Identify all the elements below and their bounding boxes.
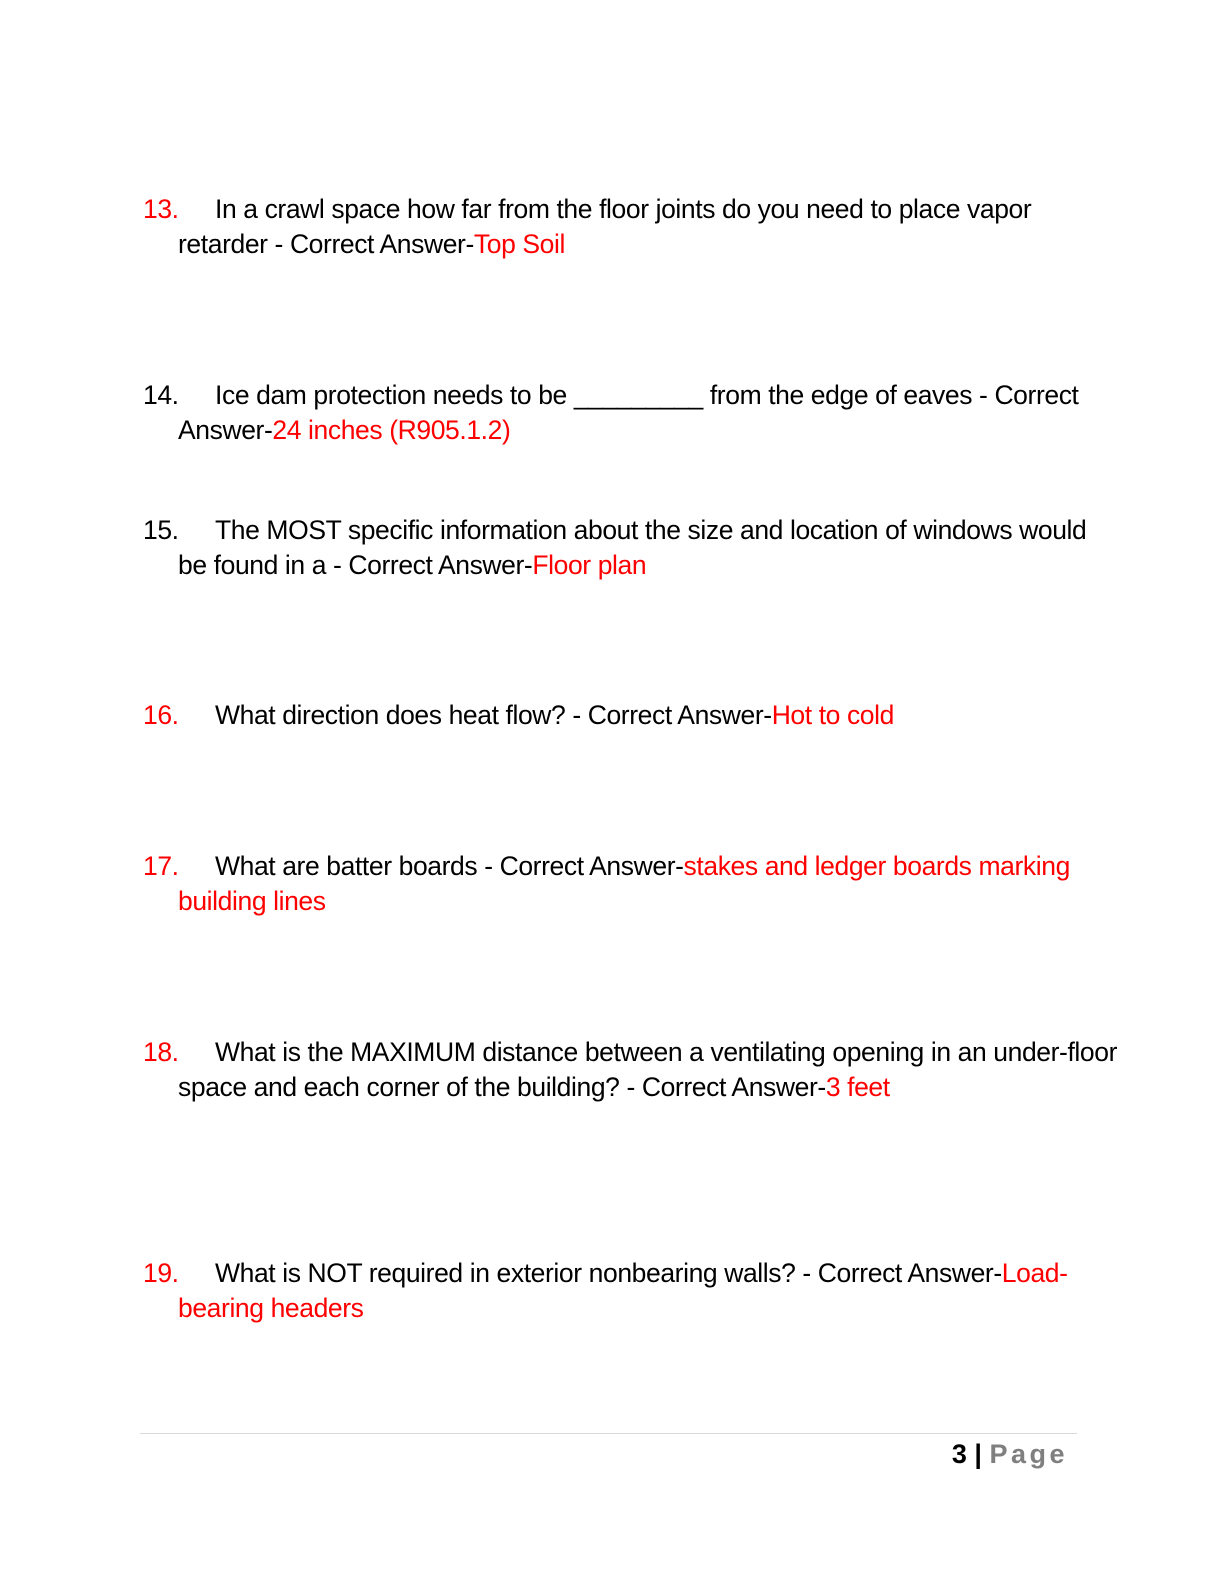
question-text: What is NOT required in exterior nonbearing walls? - Correct Answer- [215, 1258, 1002, 1288]
correct-answer: Load-bearing headers [178, 1258, 1068, 1323]
footer-divider [140, 1433, 1077, 1434]
question-text: In a crawl space how far from the floor joints do you need to place vapor retarder - Correct Answer- [178, 194, 1032, 259]
question-17 [143, 849, 1118, 918]
question-number: 14. [143, 380, 179, 410]
question-text: The MOST specific information about the size and location of windows would be found in a - Correct Answer- [178, 515, 1087, 580]
correct-answer: Top Soil [473, 228, 565, 259]
question-13 [143, 192, 1118, 261]
question-text: What direction does heat flow? - Correct Answer- [215, 700, 772, 730]
question-text: Ice dam protection needs to be _________ from the edge of eaves - Correct Answer- [178, 380, 1079, 445]
footer-separator: | [974, 1439, 982, 1469]
question-text: What are batter boards - Correct Answer- [215, 851, 684, 881]
question-number: 16. [143, 700, 179, 730]
question-16 [143, 698, 1118, 733]
question-number: 19. [143, 1258, 179, 1288]
question-15 [143, 513, 1118, 582]
correct-answer: 3 feet [825, 1071, 890, 1102]
question-19 [143, 1256, 1118, 1325]
question-text: What is the MAXIMUM distance between a ventilating opening in an under-floor space and each corner of the building? - Correct Answer- [178, 1037, 1118, 1102]
page-label: Page [989, 1439, 1068, 1469]
page-footer [952, 1437, 1068, 1471]
question-number: 17. [143, 851, 179, 881]
correct-answer: 24 inches (R905.1.2) [272, 414, 511, 445]
question-14 [143, 378, 1118, 447]
page-number: 3 [951, 1439, 967, 1469]
correct-answer: Floor plan [532, 549, 647, 580]
question-number: 15. [143, 515, 179, 545]
question-number: 13. [143, 194, 179, 224]
question-number: 18. [143, 1037, 179, 1067]
correct-answer: stakes and ledger boards marking building lines [178, 851, 1070, 916]
correct-answer: Hot to cold [771, 700, 894, 730]
question-18 [143, 1035, 1118, 1104]
